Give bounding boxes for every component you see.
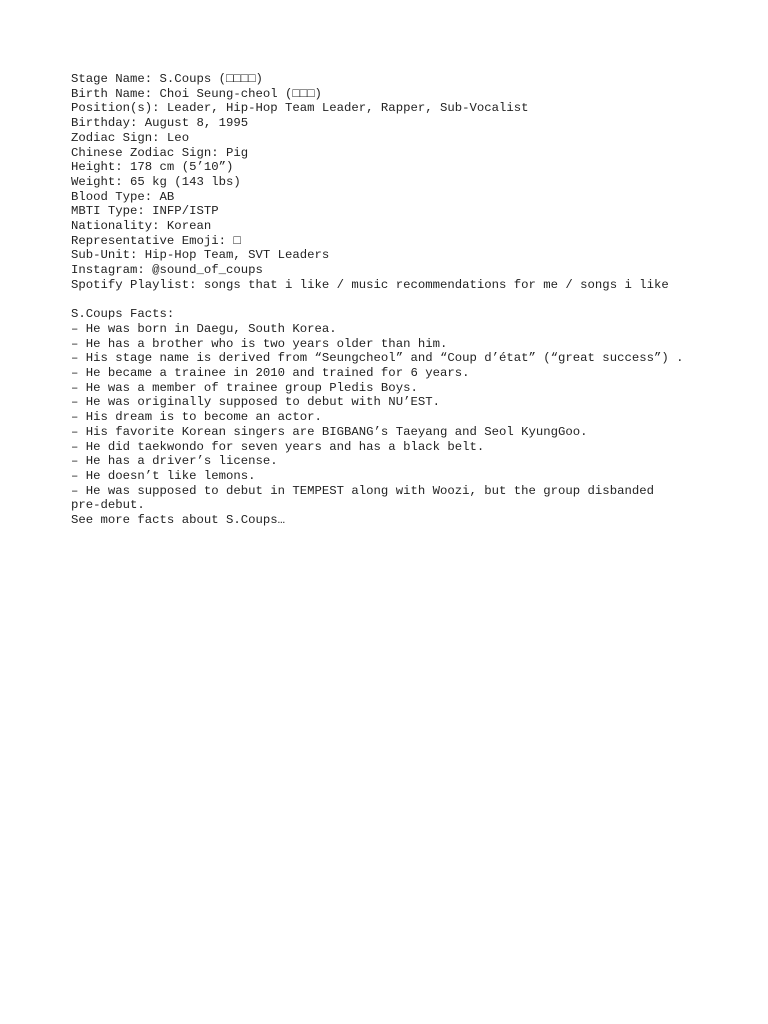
facts-heading: S.Coups Facts: (71, 307, 175, 322)
fact-item: – He doesn’t like lemons. (71, 468, 256, 483)
zodiac-sign: Zodiac Sign: Leo (71, 130, 190, 145)
representative-emoji: Representative Emoji: □ (71, 233, 241, 248)
mbti-type: MBTI Type: INFP/ISTP (71, 204, 219, 219)
instagram: Instagram: @sound_of_coups (71, 263, 263, 278)
fact-item: – His dream is to become an actor. (71, 410, 322, 425)
weight: Weight: 65 kg (143 lbs) (71, 174, 241, 189)
profile-document (71, 72, 711, 528)
profile-info (71, 72, 711, 293)
birth-name: Birth Name: Choi Seung-cheol (□□□) (71, 86, 322, 101)
see-more-facts-link[interactable]: See more facts about S.Coups… (71, 513, 286, 528)
spotify-playlist: Spotify Playlist: songs that i like / music recommendations for me / songs i like (71, 277, 669, 292)
fact-item: – He was a member of trainee group Pledis Boys. (71, 380, 418, 395)
fact-item: – His favorite Korean singers are BIGBANG’s Taeyang and Seol KyungGoo. (71, 424, 588, 439)
sub-unit: Sub-Unit: Hip-Hop Team, SVT Leaders (71, 248, 330, 263)
fact-item: – He did taekwondo for seven years and has a black belt. (71, 439, 485, 454)
section-spacer (71, 293, 711, 308)
fact-item: – He was supposed to debut in TEMPEST along with Woozi, but the group disbanded (71, 483, 654, 498)
nationality: Nationality: Korean (71, 219, 212, 234)
fact-item: – He has a driver’s license. (71, 454, 278, 469)
fact-item: – He was born in Daegu, South Korea. (71, 321, 337, 336)
fact-item-continuation: pre-debut. (71, 498, 145, 513)
chinese-zodiac-sign: Chinese Zodiac Sign: Pig (71, 145, 249, 160)
fact-item: – He was originally supposed to debut with NU’EST. (71, 395, 440, 410)
fact-item: – He became a trainee in 2010 and trained for 6 years. (71, 366, 470, 381)
positions: Position(s): Leader, Hip-Hop Team Leader, Rapper, Sub-Vocalist (71, 101, 529, 116)
stage-name: Stage Name: S.Coups (□□□□) (71, 72, 263, 86)
fact-item: – He has a brother who is two years older than him. (71, 336, 448, 351)
fact-item: – His stage name is derived from “Seungcheol” and “Coup d’état” (“great success”) . (71, 351, 684, 366)
blood-type: Blood Type: AB (71, 189, 175, 204)
facts-section (71, 307, 711, 528)
birthday: Birthday: August 8, 1995 (71, 116, 249, 131)
height: Height: 178 cm (5’10”) (71, 160, 234, 175)
